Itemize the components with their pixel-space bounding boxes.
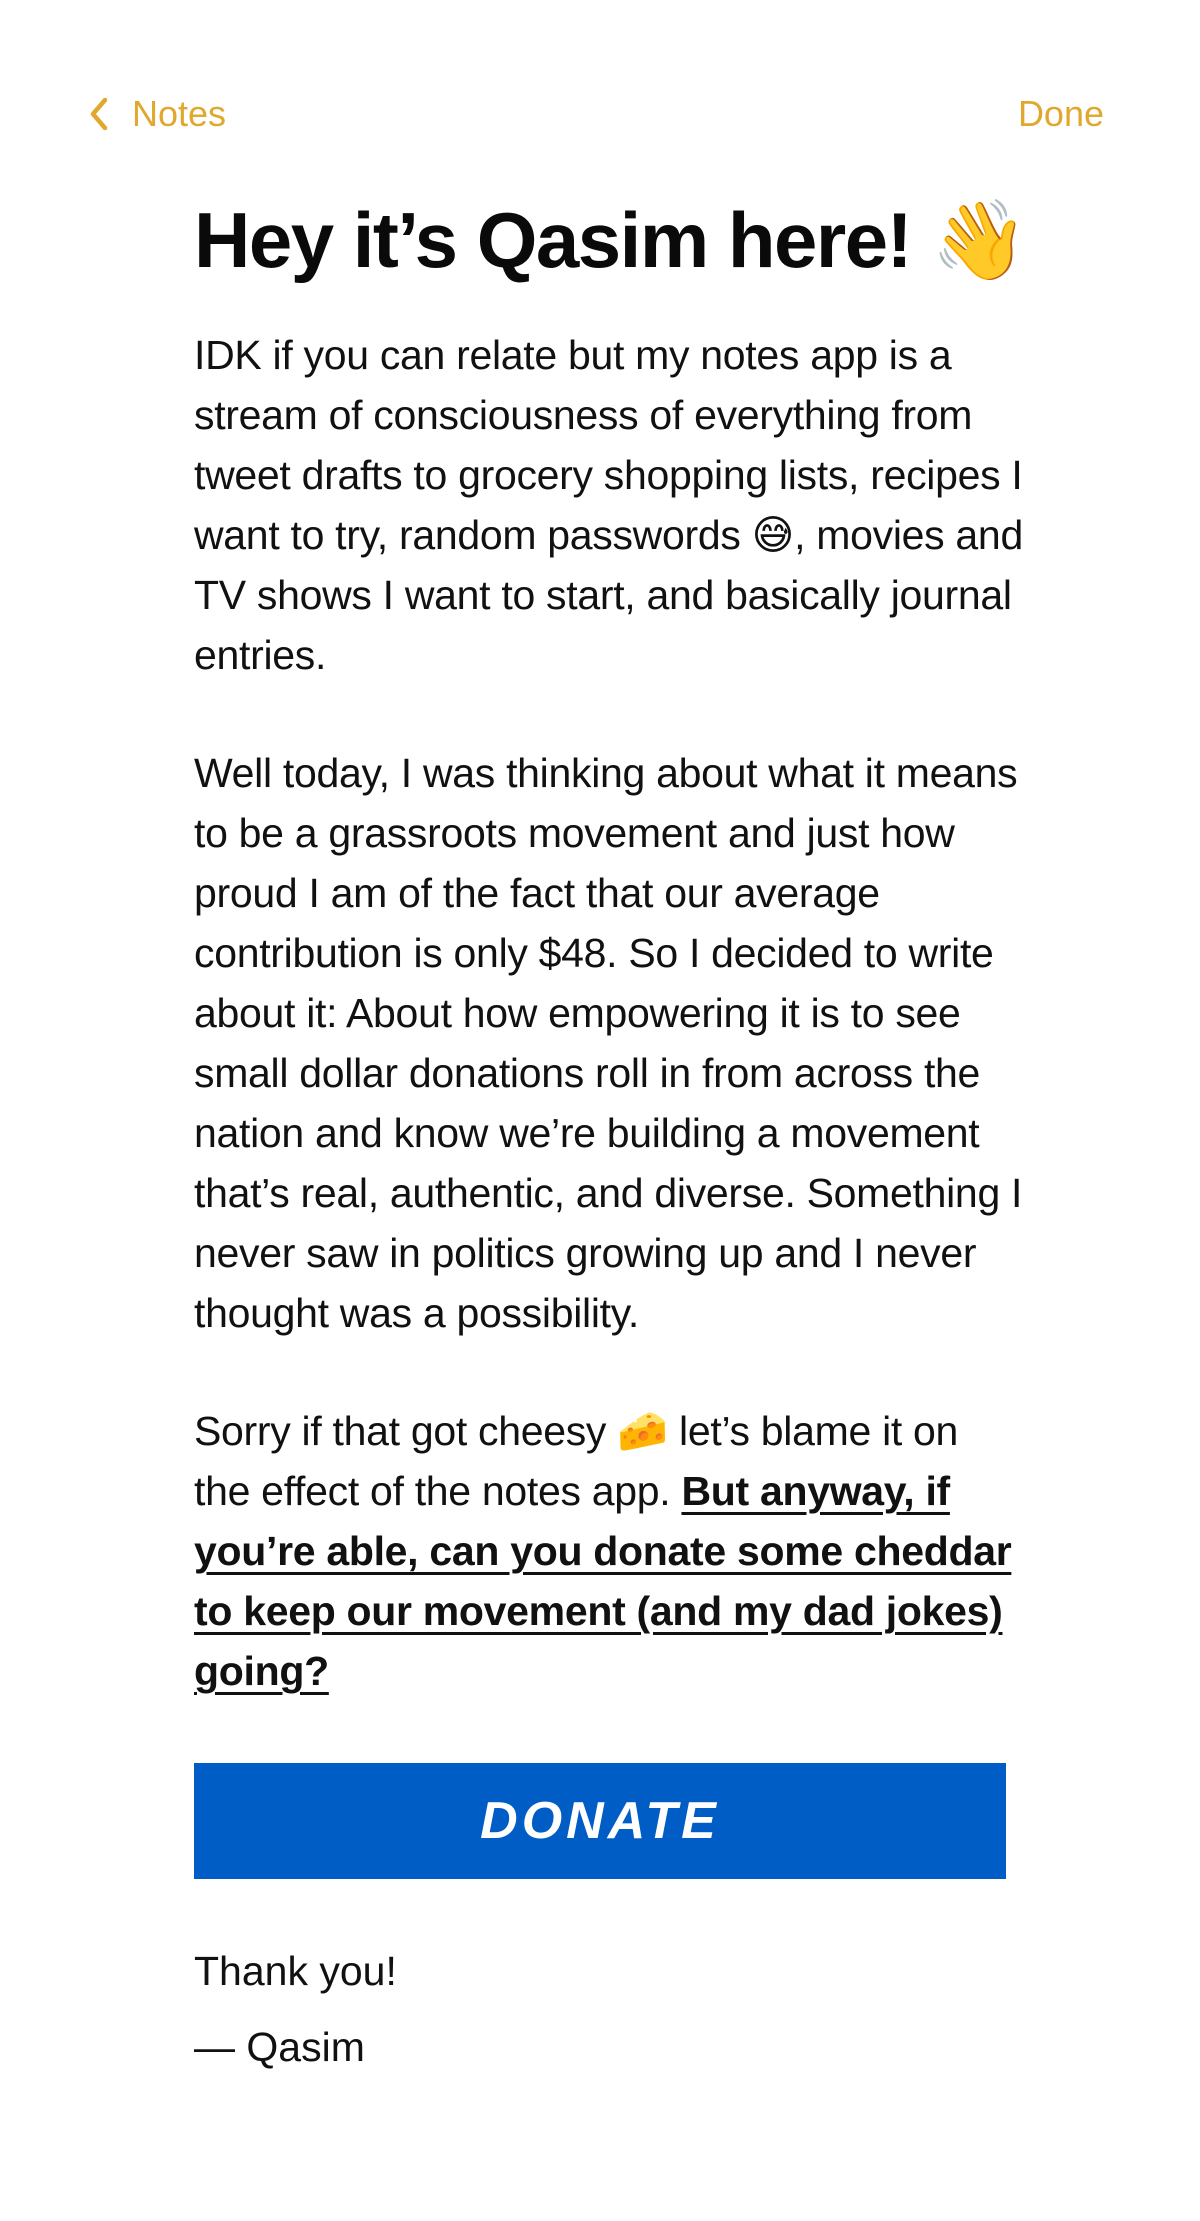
waving-hand-icon: 👋 [931, 196, 1027, 286]
note-body [194, 192, 1027, 2077]
note-title-text: Hey it’s Qasim here! [194, 196, 912, 284]
paragraph-3-text-b: let’s blame it on the effect of the notes app. [194, 1408, 959, 1514]
nav-bar [0, 88, 1200, 140]
cheese-icon: 🧀 [617, 1407, 668, 1455]
done-button[interactable]: Done [1017, 93, 1104, 134]
back-button[interactable] [88, 88, 226, 140]
note-title [194, 192, 1027, 289]
thanks-text: Thank you! [194, 1948, 397, 1994]
donate-link[interactable]: But anyway, if you’re able, can you donate some cheddar to keep our movement (and my dad jokes) going? [194, 1468, 1012, 1694]
donate-button[interactable]: DONATE [194, 1763, 1006, 1879]
paragraph-3 [194, 1401, 1024, 1701]
paragraph-1 [194, 325, 1024, 685]
chevron-left-icon [88, 88, 116, 140]
sweat-smile-icon: 😅 [751, 511, 795, 559]
paragraph-2: Well today, I was thinking about what it means to be a grassroots movement and just how proud I am of the fact that our average contribution is only $48. So I decided to write about it: About how empowering it is to see small dollar donations roll in from across the nation and know we’re building a movement that’s real, authentic, and diverse. Something I never saw in politics growing up and I never thought was a possibility. [194, 750, 1023, 1336]
signature: — Qasim [194, 2024, 365, 2070]
paragraph-1-text-a: IDK if you can relate but my notes app is a stream of consciousness of everything from tweet drafts to grocery shopping lists, recipes I want to try, random passwords [194, 332, 1023, 558]
paragraph-1-text-b: , movies and TV shows I want to start, and basically journal entries. [194, 512, 1023, 678]
back-label: Notes [132, 93, 227, 134]
paragraph-3-text-a: Sorry if that got cheesy [194, 1408, 618, 1454]
